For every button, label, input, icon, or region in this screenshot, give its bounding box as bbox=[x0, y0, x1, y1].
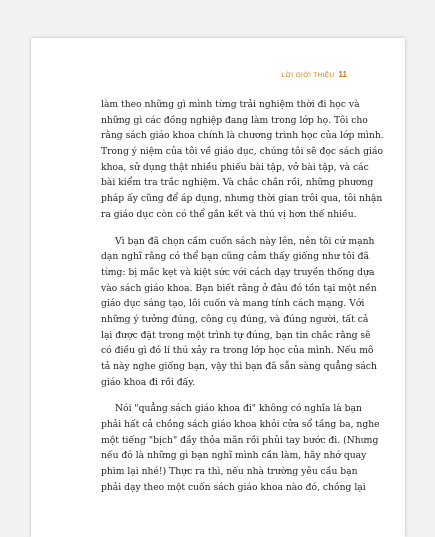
text-line: dạn nghĩ rằng có thể bạn cũng cảm thấy giống như tôi đã bbox=[101, 251, 369, 263]
text-line: từng: bị mắc kẹt và kiệt sức với cách dạy truyền thống dựa bbox=[101, 266, 375, 278]
text-line: giáo dục sáng tạo, lôi cuốn và mang tính cách mạng. Với bbox=[101, 298, 365, 310]
running-header bbox=[282, 70, 348, 79]
text-line: Trong ý niệm của tôi về giáo dục, chúng tôi sẽ đọc sách giáo bbox=[101, 146, 383, 158]
text-line: những ý tưởng đúng, công cụ đúng, và đúng người, tất cả bbox=[101, 313, 369, 325]
text-line: khoa, sử dụng thật nhiều phiếu bài tập, vở bài tập, và các bbox=[101, 161, 369, 173]
paragraph-3 bbox=[101, 401, 380, 495]
text-line: lại được đặt trong một trình tự đúng, bạn tin chắc rằng sẽ bbox=[101, 329, 371, 341]
section-title: LỜI GIỚI THIỆU bbox=[281, 72, 335, 79]
text-line: giáo khoa đi rồi đấy. bbox=[101, 376, 196, 388]
text-line: phải hất cả chồng sách giáo khoa khỏi cửa sổ tầng ba, nghe bbox=[101, 419, 380, 431]
text-line: nếu đó là những gì bạn nghĩ mình cần làm, hãy nhớ quay bbox=[101, 450, 367, 462]
text-line: làm theo những gì mình từng trải nghiệm thời đi học và bbox=[101, 99, 360, 110]
page-number: 11 bbox=[338, 70, 347, 79]
text-line: bài kiểm tra trắc nghiệm. Và chắc chắn rồi, những phương bbox=[101, 177, 374, 189]
body-text bbox=[101, 97, 384, 507]
text-line: một tiếng "bịch" đầy thỏa mãn rồi phủi tay bước đi. (Nhưng bbox=[101, 434, 379, 446]
paragraph-2 bbox=[101, 234, 377, 391]
text-line: vào sách giáo khoa. Bạn biết rằng ở đâu đó tồn tại một nền bbox=[101, 282, 377, 294]
text-line: pháp ấy cũng để áp dụng, nhưng thời gian trôi qua, tôi nhận bbox=[101, 193, 383, 205]
text-line: những gì các đồng nghiệp đang làm trong lớp họ. Tôi cho bbox=[101, 114, 368, 126]
text-line: phải dạy theo một cuốn sách giáo khoa nào đó, chồng lại bbox=[101, 481, 366, 493]
text-line: ra giáo dục còn có thể gắn kết và thú vị hơn thế nhiều. bbox=[101, 208, 357, 220]
text-line: tả này nghe giống bạn, vậy thì bạn đã sẵn sàng quẳng sách bbox=[101, 361, 377, 372]
text-line: Nói "quẳng sách giáo khoa đi" không có nghĩa là bạn bbox=[115, 403, 362, 415]
book-page bbox=[31, 38, 405, 537]
text-line: có điều gì đó lí thú xảy ra trong lớp học của mình. Nếu mô bbox=[101, 345, 374, 357]
text-line: rằng sách giáo khoa chính là chương trình học của lớp mình. bbox=[101, 130, 384, 142]
paragraph-1 bbox=[101, 97, 384, 223]
text-line: Vì bạn đã chọn cầm cuốn sách này lên, nên tôi cứ mạnh bbox=[115, 235, 375, 247]
text-line: phim lại nhé!) Thực ra thì, nếu nhà trường yêu cầu bạn bbox=[101, 466, 358, 478]
